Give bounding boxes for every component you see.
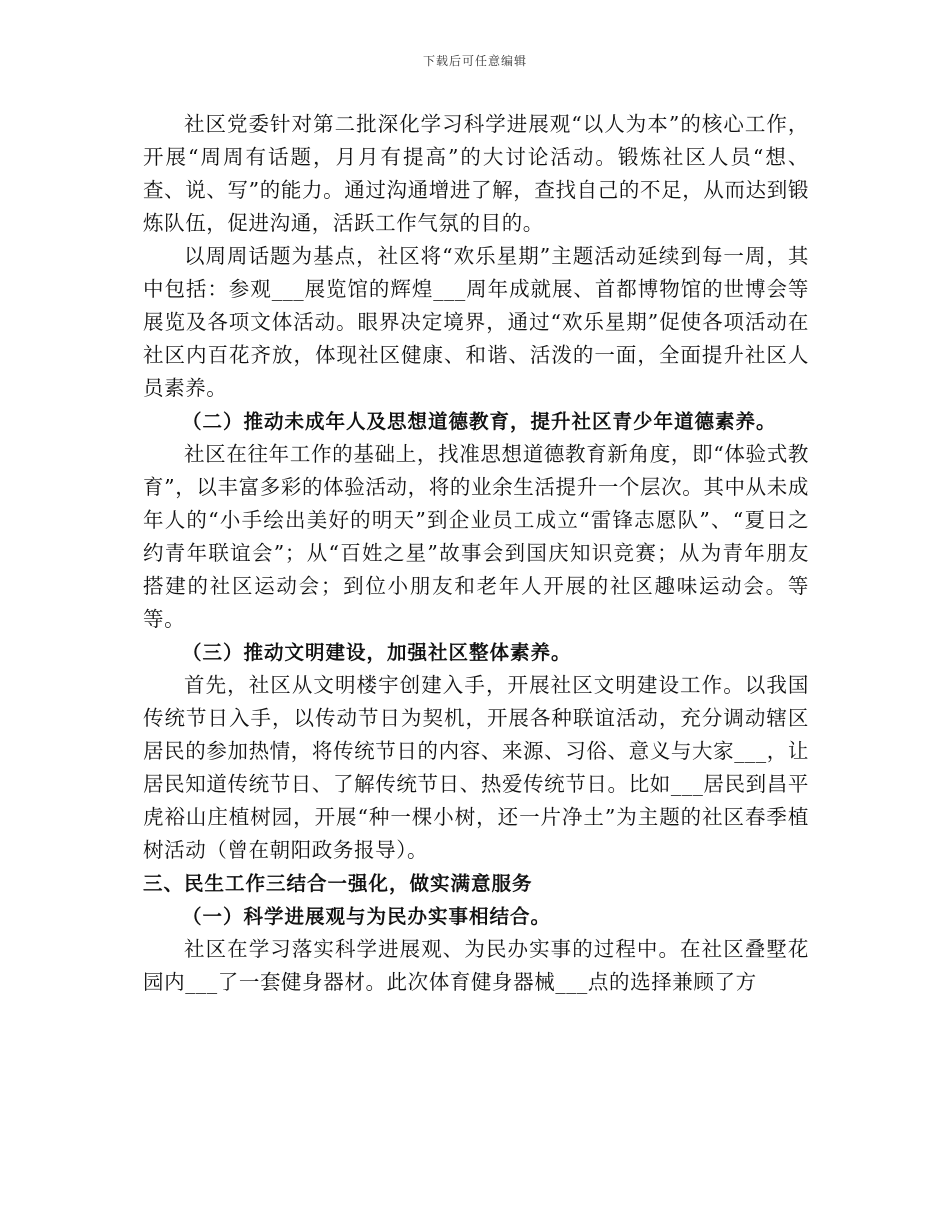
page-header-note: 下载后可任意编辑 — [422, 54, 527, 68]
paragraph-5: 社区在学习落实科学进展观、为民办实事的过程中。在社区叠墅花园内___了一套健身器材。此次体育健身器械___点的选择兼顾了方 — [143, 937, 809, 994]
paragraph-1: 社区党委针对第二批深化学习科学进展观“以人为本”的核心工作，开展“周周有话题，月月有提高”的大讨论活动。锻炼社区人员“想、查、说、写”的能力。通过沟通增进了解，查找自己的不足，从而达到锻炼队伍，促进沟通，活跃工作气氛的目的。 — [143, 112, 809, 235]
paragraph-3: 社区在往年工作的基础上，找准思想道德教育新角度，即“体验式教育”，以丰富多彩的体验活动，将的业余生活提升一个层次。其中从未成年人的“小手绘出美好的明天”到企业员工成立“雷锋志愿队”、“夏日之约青年联谊会”；从“百姓之星”故事会到国庆知识竞赛；从为青年朋友搭建的社区运动会；到位小朋友和老年人开展的社区趣味运动会。等等。 — [143, 442, 809, 631]
section-heading-3: 三、民生工作三结合一强化，做实满意服务 — [143, 872, 533, 895]
subheading-2: （二）推动未成年人及思想道德教育，提升社区青少年道德素养。 — [182, 410, 777, 433]
document-body — [143, 108, 809, 999]
paragraph-2: 以周周话题为基点，社区将“欢乐星期”主题活动延续到每一周，其中包括：参观___展览馆的辉煌___周年成就展、首都博物馆的世博会等展览及各项文体活动。眼界决定境界，通过“欢乐星期”促使各项活动在社区内百花齐放，体现社区健康、和谐、活泼的一面，全面提升社区人员素养。 — [143, 244, 809, 400]
subheading-3: （三）推动文明建设，加强社区整体素养。 — [182, 641, 572, 664]
subheading-1: （一）科学进展观与为民办实事相结合。 — [182, 905, 552, 928]
paragraph-4: 首先，社区从文明楼宇创建入手，开展社区文明建设工作。以我国传统节日入手，以传动节日为契机，开展各种联谊活动，充分调动辖区居民的参加热情，将传统节日的内容、来源、习俗、意义与大家___，让居民知道传统节日、了解传统节日、热爱传统节日。比如___居民到昌平虎裕山庄植树园，开展“种一棵小树，还一片净土”为主题的社区春季植树活动（曾在朝阳政务报导）。 — [143, 673, 809, 862]
